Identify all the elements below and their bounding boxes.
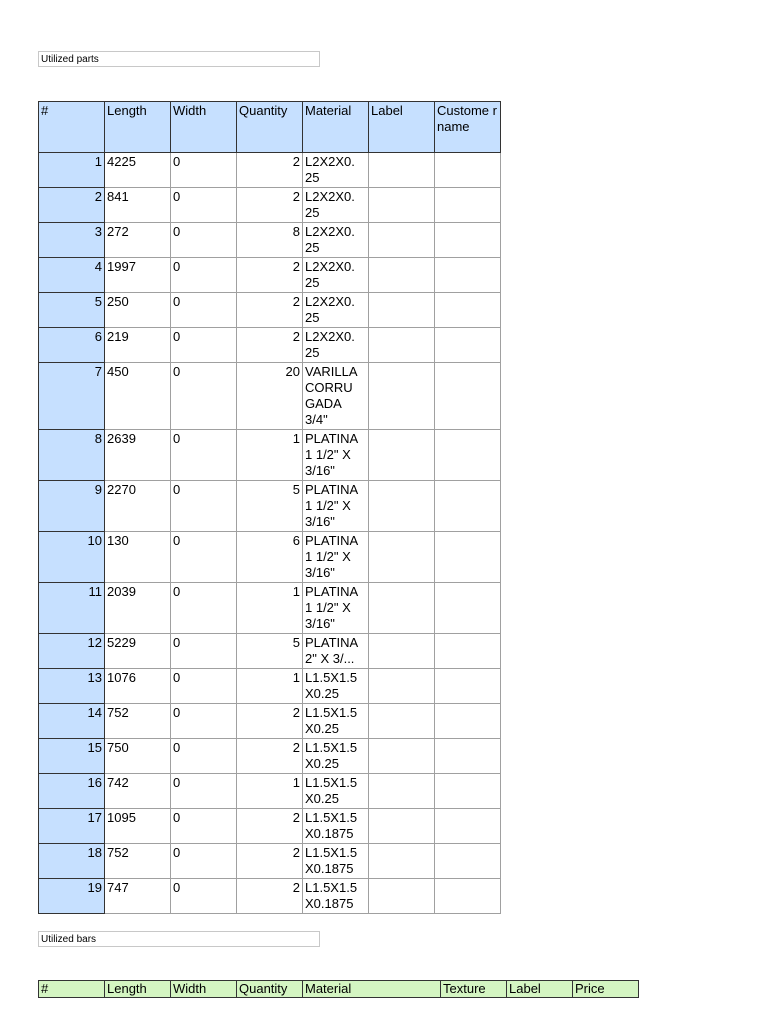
table-row (39, 363, 501, 430)
customer-name-cell[interactable] (435, 223, 501, 258)
label-cell[interactable] (369, 669, 435, 704)
length-cell[interactable]: 1076 (105, 669, 171, 704)
row-number[interactable]: 3 (39, 223, 105, 258)
header-label[interactable]: Label (369, 102, 435, 153)
length-cell[interactable]: 2039 (105, 583, 171, 634)
table-row (39, 258, 501, 293)
table-row (39, 328, 501, 363)
width-cell[interactable]: 0 (171, 328, 237, 363)
bars-header-width[interactable]: Width (171, 981, 237, 998)
row-number[interactable]: 19 (39, 879, 105, 914)
row-number[interactable]: 17 (39, 809, 105, 844)
quantity-cell[interactable]: 2 (237, 153, 303, 188)
quantity-cell[interactable]: 2 (237, 809, 303, 844)
table-row (39, 879, 501, 914)
material-cell[interactable]: PLATINA 2" X 3/... (303, 634, 369, 669)
row-number[interactable]: 12 (39, 634, 105, 669)
header-num[interactable]: # (39, 102, 105, 153)
parts-table (38, 101, 501, 914)
material-cell[interactable]: L2X2X0. 25 (303, 223, 369, 258)
bars-header-label[interactable]: Label (507, 981, 573, 998)
width-cell[interactable]: 0 (171, 188, 237, 223)
label-cell[interactable] (369, 809, 435, 844)
width-cell[interactable]: 0 (171, 430, 237, 481)
customer-name-cell[interactable] (435, 328, 501, 363)
label-cell[interactable] (369, 844, 435, 879)
quantity-cell[interactable]: 2 (237, 328, 303, 363)
width-cell[interactable]: 0 (171, 363, 237, 430)
width-cell[interactable]: 0 (171, 293, 237, 328)
width-cell[interactable]: 0 (171, 223, 237, 258)
row-number[interactable]: 13 (39, 669, 105, 704)
length-cell[interactable]: 450 (105, 363, 171, 430)
quantity-cell[interactable]: 2 (237, 739, 303, 774)
row-number[interactable]: 16 (39, 774, 105, 809)
quantity-cell[interactable]: 6 (237, 532, 303, 583)
width-cell[interactable]: 0 (171, 739, 237, 774)
material-cell[interactable]: VARILLA CORRU GADA 3/4" (303, 363, 369, 430)
length-cell[interactable]: 1997 (105, 258, 171, 293)
length-cell[interactable]: 752 (105, 704, 171, 739)
customer-name-cell[interactable] (435, 704, 501, 739)
bars-header-row (39, 981, 639, 998)
material-cell[interactable]: L2X2X0. 25 (303, 328, 369, 363)
quantity-cell[interactable]: 1 (237, 430, 303, 481)
length-cell[interactable]: 752 (105, 844, 171, 879)
length-cell[interactable]: 250 (105, 293, 171, 328)
width-cell[interactable]: 0 (171, 481, 237, 532)
length-cell[interactable]: 130 (105, 532, 171, 583)
length-cell[interactable]: 742 (105, 774, 171, 809)
material-cell[interactable]: L1.5X1.5 X0.1875 (303, 809, 369, 844)
row-number[interactable]: 1 (39, 153, 105, 188)
material-cell[interactable]: L1.5X1.5 X0.25 (303, 669, 369, 704)
label-cell[interactable] (369, 704, 435, 739)
label-cell[interactable] (369, 328, 435, 363)
label-cell[interactable] (369, 223, 435, 258)
label-cell[interactable] (369, 293, 435, 328)
quantity-cell[interactable]: 2 (237, 704, 303, 739)
label-cell[interactable] (369, 774, 435, 809)
table-row (39, 669, 501, 704)
customer-name-cell[interactable] (435, 293, 501, 328)
width-cell[interactable]: 0 (171, 809, 237, 844)
material-cell[interactable]: PLATINA 1 1/2" X 3/16" (303, 481, 369, 532)
length-cell[interactable]: 750 (105, 739, 171, 774)
header-quantity[interactable]: Quantity (237, 102, 303, 153)
utilized-bars-label: Utilized bars (38, 931, 320, 947)
customer-name-cell[interactable] (435, 363, 501, 430)
customer-name-cell[interactable] (435, 258, 501, 293)
table-row (39, 634, 501, 669)
customer-name-cell[interactable] (435, 481, 501, 532)
label-cell[interactable] (369, 363, 435, 430)
quantity-cell[interactable]: 2 (237, 188, 303, 223)
table-row (39, 532, 501, 583)
table-row (39, 293, 501, 328)
quantity-cell[interactable]: 2 (237, 879, 303, 914)
material-cell[interactable]: L2X2X0. 25 (303, 293, 369, 328)
row-number[interactable]: 18 (39, 844, 105, 879)
width-cell[interactable]: 0 (171, 153, 237, 188)
quantity-cell[interactable]: 2 (237, 293, 303, 328)
row-number[interactable]: 10 (39, 532, 105, 583)
quantity-cell[interactable]: 5 (237, 481, 303, 532)
quantity-cell[interactable]: 1 (237, 669, 303, 704)
header-customer-name[interactable]: Custome r name (435, 102, 501, 153)
material-cell[interactable]: L1.5X1.5 X0.1875 (303, 844, 369, 879)
label-cell[interactable] (369, 879, 435, 914)
label-cell[interactable] (369, 430, 435, 481)
table-row (39, 774, 501, 809)
row-number[interactable]: 4 (39, 258, 105, 293)
bars-header-texture[interactable]: Texture (441, 981, 507, 998)
customer-name-cell[interactable] (435, 532, 501, 583)
material-cell[interactable]: PLATINA 1 1/2" X 3/16" (303, 430, 369, 481)
quantity-cell[interactable]: 20 (237, 363, 303, 430)
quantity-cell[interactable]: 1 (237, 774, 303, 809)
length-cell[interactable]: 2639 (105, 430, 171, 481)
label-cell[interactable] (369, 739, 435, 774)
material-cell[interactable]: PLATINA 1 1/2" X 3/16" (303, 532, 369, 583)
width-cell[interactable]: 0 (171, 258, 237, 293)
material-cell[interactable]: L1.5X1.5 X0.25 (303, 704, 369, 739)
customer-name-cell[interactable] (435, 153, 501, 188)
label-cell[interactable] (369, 634, 435, 669)
customer-name-cell[interactable] (435, 774, 501, 809)
table-row (39, 704, 501, 739)
length-cell[interactable]: 841 (105, 188, 171, 223)
material-cell[interactable]: L2X2X0. 25 (303, 258, 369, 293)
length-cell[interactable]: 5229 (105, 634, 171, 669)
material-cell[interactable]: L1.5X1.5 X0.25 (303, 774, 369, 809)
quantity-cell[interactable]: 5 (237, 634, 303, 669)
material-cell[interactable]: L1.5X1.5 X0.1875 (303, 879, 369, 914)
customer-name-cell[interactable] (435, 879, 501, 914)
length-cell[interactable]: 747 (105, 879, 171, 914)
customer-name-cell[interactable] (435, 844, 501, 879)
bars-header-price[interactable]: Price (573, 981, 639, 998)
header-width[interactable]: Width (171, 102, 237, 153)
table-row (39, 739, 501, 774)
customer-name-cell[interactable] (435, 583, 501, 634)
bars-header-quantity[interactable]: Quantity (237, 981, 303, 998)
table-row (39, 844, 501, 879)
customer-name-cell[interactable] (435, 669, 501, 704)
label-cell[interactable] (369, 481, 435, 532)
label-cell[interactable] (369, 583, 435, 634)
table-row (39, 430, 501, 481)
width-cell[interactable]: 0 (171, 844, 237, 879)
label-cell[interactable] (369, 258, 435, 293)
table-row (39, 223, 501, 258)
row-number[interactable]: 8 (39, 430, 105, 481)
table-row (39, 809, 501, 844)
material-cell[interactable]: L2X2X0. 25 (303, 153, 369, 188)
label-cell[interactable] (369, 188, 435, 223)
row-number[interactable]: 7 (39, 363, 105, 430)
header-length[interactable]: Length (105, 102, 171, 153)
table-row (39, 188, 501, 223)
table-row (39, 153, 501, 188)
row-number[interactable]: 2 (39, 188, 105, 223)
length-cell[interactable]: 1095 (105, 809, 171, 844)
length-cell[interactable]: 4225 (105, 153, 171, 188)
length-cell[interactable]: 272 (105, 223, 171, 258)
quantity-cell[interactable]: 2 (237, 258, 303, 293)
length-cell[interactable]: 219 (105, 328, 171, 363)
customer-name-cell[interactable] (435, 739, 501, 774)
header-material[interactable]: Material (303, 102, 369, 153)
quantity-cell[interactable]: 1 (237, 583, 303, 634)
customer-name-cell[interactable] (435, 430, 501, 481)
width-cell[interactable]: 0 (171, 879, 237, 914)
utilized-parts-label: Utilized parts (38, 51, 320, 67)
material-cell[interactable]: L1.5X1.5 X0.25 (303, 739, 369, 774)
customer-name-cell[interactable] (435, 809, 501, 844)
bars-header-material[interactable]: Material (303, 981, 441, 998)
row-number[interactable]: 11 (39, 583, 105, 634)
table-row (39, 481, 501, 532)
bars-header-num[interactable]: # (39, 981, 105, 998)
width-cell[interactable]: 0 (171, 634, 237, 669)
material-cell[interactable]: PLATINA 1 1/2" X 3/16" (303, 583, 369, 634)
row-number[interactable]: 14 (39, 704, 105, 739)
row-number[interactable]: 15 (39, 739, 105, 774)
width-cell[interactable]: 0 (171, 704, 237, 739)
row-number[interactable]: 6 (39, 328, 105, 363)
label-cell[interactable] (369, 153, 435, 188)
parts-header-row (39, 102, 501, 153)
quantity-cell[interactable]: 8 (237, 223, 303, 258)
width-cell[interactable]: 0 (171, 583, 237, 634)
material-cell[interactable]: L2X2X0. 25 (303, 188, 369, 223)
quantity-cell[interactable]: 2 (237, 844, 303, 879)
customer-name-cell[interactable] (435, 634, 501, 669)
row-number[interactable]: 9 (39, 481, 105, 532)
label-cell[interactable] (369, 532, 435, 583)
width-cell[interactable]: 0 (171, 669, 237, 704)
width-cell[interactable]: 0 (171, 774, 237, 809)
bars-header-length[interactable]: Length (105, 981, 171, 998)
bars-table (38, 980, 639, 998)
length-cell[interactable]: 2270 (105, 481, 171, 532)
table-row (39, 583, 501, 634)
width-cell[interactable]: 0 (171, 532, 237, 583)
row-number[interactable]: 5 (39, 293, 105, 328)
customer-name-cell[interactable] (435, 188, 501, 223)
